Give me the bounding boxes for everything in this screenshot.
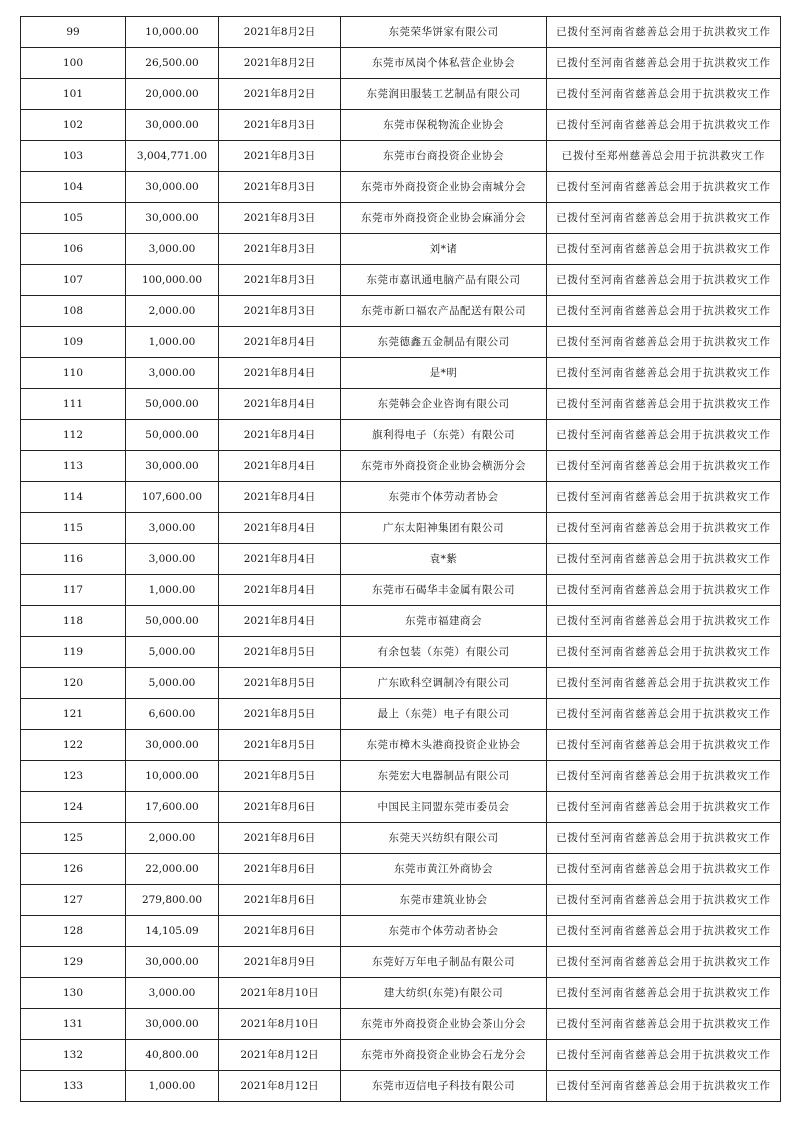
donation-amount-cell: 3,004,771.00 — [126, 141, 219, 172]
donation-date-cell: 2021年8月4日 — [219, 358, 341, 389]
donation-amount-cell: 5,000.00 — [126, 637, 219, 668]
fund-usage-cell: 已拨付至河南省慈善总会用于抗洪救灾工作 — [547, 482, 781, 513]
fund-usage-cell: 已拨付至河南省慈善总会用于抗洪救灾工作 — [547, 637, 781, 668]
fund-usage-cell: 已拨付至河南省慈善总会用于抗洪救灾工作 — [547, 823, 781, 854]
donation-date-cell: 2021年8月2日 — [219, 48, 341, 79]
table-row — [21, 1040, 781, 1071]
record-number-cell: 101 — [21, 79, 126, 110]
donation-amount-cell: 50,000.00 — [126, 606, 219, 637]
donation-date-cell: 2021年8月10日 — [219, 978, 341, 1009]
table-row — [21, 854, 781, 885]
donation-amount-cell: 6,600.00 — [126, 699, 219, 730]
donation-date-cell: 2021年8月4日 — [219, 482, 341, 513]
record-number-cell: 105 — [21, 203, 126, 234]
donor-name-cell: 东莞市樟木头港商投资企业协会 — [341, 730, 547, 761]
record-number-cell: 119 — [21, 637, 126, 668]
donor-name-cell: 东莞市个体劳动者协会 — [341, 482, 547, 513]
record-number-cell: 112 — [21, 420, 126, 451]
donor-name-cell: 最上（东莞）电子有限公司 — [341, 699, 547, 730]
table-row — [21, 203, 781, 234]
fund-usage-cell: 已拨付至河南省慈善总会用于抗洪救灾工作 — [547, 203, 781, 234]
record-number-cell: 109 — [21, 327, 126, 358]
donor-name-cell: 广东太阳神集团有限公司 — [341, 513, 547, 544]
donation-date-cell: 2021年8月6日 — [219, 885, 341, 916]
fund-usage-cell: 已拨付至河南省慈善总会用于抗洪救灾工作 — [547, 947, 781, 978]
donation-amount-cell: 30,000.00 — [126, 947, 219, 978]
fund-usage-cell: 已拨付至河南省慈善总会用于抗洪救灾工作 — [547, 544, 781, 575]
donation-date-cell: 2021年8月5日 — [219, 637, 341, 668]
record-number-cell: 124 — [21, 792, 126, 823]
donation-amount-cell: 30,000.00 — [126, 730, 219, 761]
fund-usage-cell: 已拨付至河南省慈善总会用于抗洪救灾工作 — [547, 792, 781, 823]
donation-date-cell: 2021年8月3日 — [219, 265, 341, 296]
donor-name-cell: 袁*紫 — [341, 544, 547, 575]
fund-usage-cell: 已拨付至河南省慈善总会用于抗洪救灾工作 — [547, 699, 781, 730]
table-row — [21, 606, 781, 637]
donor-name-cell: 旗利得电子（东莞）有限公司 — [341, 420, 547, 451]
table-row — [21, 48, 781, 79]
table-row — [21, 358, 781, 389]
record-number-cell: 106 — [21, 234, 126, 265]
donation-amount-cell: 3,000.00 — [126, 513, 219, 544]
donor-name-cell: 东莞市新口福农产品配送有限公司 — [341, 296, 547, 327]
fund-usage-cell: 已拨付至河南省慈善总会用于抗洪救灾工作 — [547, 358, 781, 389]
fund-usage-cell: 已拨付至河南省慈善总会用于抗洪救灾工作 — [547, 730, 781, 761]
record-number-cell: 120 — [21, 668, 126, 699]
fund-usage-cell: 已拨付至河南省慈善总会用于抗洪救灾工作 — [547, 79, 781, 110]
table-row — [21, 17, 781, 48]
donation-date-cell: 2021年8月6日 — [219, 792, 341, 823]
table-row — [21, 761, 781, 792]
donation-date-cell: 2021年8月5日 — [219, 730, 341, 761]
donation-date-cell: 2021年8月5日 — [219, 668, 341, 699]
donor-name-cell: 东莞市外商投资企业协会南城分会 — [341, 172, 547, 203]
table-row — [21, 978, 781, 1009]
fund-usage-cell: 已拨付至河南省慈善总会用于抗洪救灾工作 — [547, 1009, 781, 1040]
donation-date-cell: 2021年8月4日 — [219, 389, 341, 420]
table-row — [21, 792, 781, 823]
record-number-cell: 127 — [21, 885, 126, 916]
fund-usage-cell: 已拨付至河南省慈善总会用于抗洪救灾工作 — [547, 885, 781, 916]
donation-date-cell: 2021年8月12日 — [219, 1040, 341, 1071]
donation-amount-cell: 2,000.00 — [126, 823, 219, 854]
record-number-cell: 102 — [21, 110, 126, 141]
record-number-cell: 116 — [21, 544, 126, 575]
donor-name-cell: 东莞市外商投资企业协会横沥分会 — [341, 451, 547, 482]
record-number-cell: 111 — [21, 389, 126, 420]
donor-name-cell: 东莞市保税物流企业协会 — [341, 110, 547, 141]
donation-date-cell: 2021年8月3日 — [219, 172, 341, 203]
table-row — [21, 234, 781, 265]
donor-name-cell: 东莞市石碣华丰金属有限公司 — [341, 575, 547, 606]
donation-table — [20, 16, 781, 1102]
donation-amount-cell: 30,000.00 — [126, 1009, 219, 1040]
donor-name-cell: 东莞市嘉讯通电脑产品有限公司 — [341, 265, 547, 296]
fund-usage-cell: 已拨付至河南省慈善总会用于抗洪救灾工作 — [547, 389, 781, 420]
record-number-cell: 104 — [21, 172, 126, 203]
donation-amount-cell: 10,000.00 — [126, 761, 219, 792]
donation-amount-cell: 3,000.00 — [126, 544, 219, 575]
record-number-cell: 107 — [21, 265, 126, 296]
fund-usage-cell: 已拨付至河南省慈善总会用于抗洪救灾工作 — [547, 978, 781, 1009]
donor-name-cell: 建大纺织(东莞)有限公司 — [341, 978, 547, 1009]
fund-usage-cell: 已拨付至河南省慈善总会用于抗洪救灾工作 — [547, 761, 781, 792]
record-number-cell: 99 — [21, 17, 126, 48]
donation-amount-cell: 5,000.00 — [126, 668, 219, 699]
donor-name-cell: 东莞润田服装工艺制品有限公司 — [341, 79, 547, 110]
donation-amount-cell: 30,000.00 — [126, 203, 219, 234]
donation-amount-cell: 1,000.00 — [126, 327, 219, 358]
table-row — [21, 916, 781, 947]
record-number-cell: 128 — [21, 916, 126, 947]
donation-amount-cell: 20,000.00 — [126, 79, 219, 110]
donation-amount-cell: 40,800.00 — [126, 1040, 219, 1071]
donation-date-cell: 2021年8月5日 — [219, 761, 341, 792]
record-number-cell: 132 — [21, 1040, 126, 1071]
table-row — [21, 1009, 781, 1040]
table-row — [21, 482, 781, 513]
record-number-cell: 103 — [21, 141, 126, 172]
donation-date-cell: 2021年8月3日 — [219, 234, 341, 265]
donation-amount-cell: 30,000.00 — [126, 451, 219, 482]
record-number-cell: 110 — [21, 358, 126, 389]
donation-amount-cell: 10,000.00 — [126, 17, 219, 48]
table-row — [21, 513, 781, 544]
record-number-cell: 117 — [21, 575, 126, 606]
donation-amount-cell: 100,000.00 — [126, 265, 219, 296]
donor-name-cell: 东莞好万年电子制品有限公司 — [341, 947, 547, 978]
donation-amount-cell: 3,000.00 — [126, 978, 219, 1009]
record-number-cell: 121 — [21, 699, 126, 730]
table-row — [21, 265, 781, 296]
donation-amount-cell: 279,800.00 — [126, 885, 219, 916]
fund-usage-cell: 已拨付至河南省慈善总会用于抗洪救灾工作 — [547, 296, 781, 327]
record-number-cell: 108 — [21, 296, 126, 327]
donation-amount-cell: 30,000.00 — [126, 110, 219, 141]
donation-date-cell: 2021年8月4日 — [219, 606, 341, 637]
record-number-cell: 123 — [21, 761, 126, 792]
record-number-cell: 130 — [21, 978, 126, 1009]
donation-amount-cell: 3,000.00 — [126, 234, 219, 265]
donation-date-cell: 2021年8月4日 — [219, 575, 341, 606]
donation-date-cell: 2021年8月4日 — [219, 451, 341, 482]
table-row — [21, 296, 781, 327]
donor-name-cell: 东莞市外商投资企业协会茶山分会 — [341, 1009, 547, 1040]
donation-amount-cell: 3,000.00 — [126, 358, 219, 389]
fund-usage-cell: 已拨付至河南省慈善总会用于抗洪救灾工作 — [547, 265, 781, 296]
donation-date-cell: 2021年8月2日 — [219, 79, 341, 110]
donation-date-cell: 2021年8月6日 — [219, 854, 341, 885]
record-number-cell: 118 — [21, 606, 126, 637]
donation-amount-cell: 17,600.00 — [126, 792, 219, 823]
donation-date-cell: 2021年8月4日 — [219, 513, 341, 544]
table-row — [21, 544, 781, 575]
table-row — [21, 110, 781, 141]
donor-name-cell: 广东欧科空调制冷有限公司 — [341, 668, 547, 699]
donation-date-cell: 2021年8月6日 — [219, 916, 341, 947]
donation-date-cell: 2021年8月4日 — [219, 327, 341, 358]
fund-usage-cell: 已拨付至河南省慈善总会用于抗洪救灾工作 — [547, 48, 781, 79]
donation-amount-cell: 30,000.00 — [126, 172, 219, 203]
record-number-cell: 131 — [21, 1009, 126, 1040]
record-number-cell: 133 — [21, 1071, 126, 1102]
donor-name-cell: 东莞市外商投资企业协会麻涌分会 — [341, 203, 547, 234]
donation-amount-cell: 1,000.00 — [126, 575, 219, 606]
table-row — [21, 79, 781, 110]
fund-usage-cell: 已拨付至河南省慈善总会用于抗洪救灾工作 — [547, 1071, 781, 1102]
donation-date-cell: 2021年8月12日 — [219, 1071, 341, 1102]
donation-amount-cell: 1,000.00 — [126, 1071, 219, 1102]
table-row — [21, 575, 781, 606]
donor-name-cell: 东莞市凤岗个体私营企业协会 — [341, 48, 547, 79]
table-row — [21, 141, 781, 172]
table-row — [21, 1071, 781, 1102]
donation-date-cell: 2021年8月3日 — [219, 296, 341, 327]
donor-name-cell: 东莞市福建商会 — [341, 606, 547, 637]
donation-date-cell: 2021年8月4日 — [219, 420, 341, 451]
donor-name-cell: 东莞荣华饼家有限公司 — [341, 17, 547, 48]
donor-name-cell: 东莞市台商投资企业协会 — [341, 141, 547, 172]
donation-table-body — [21, 17, 781, 1102]
record-number-cell: 114 — [21, 482, 126, 513]
donor-name-cell: 东莞市建筑业协会 — [341, 885, 547, 916]
donor-name-cell: 东莞宏大电器制品有限公司 — [341, 761, 547, 792]
fund-usage-cell: 已拨付至河南省慈善总会用于抗洪救灾工作 — [547, 513, 781, 544]
donation-date-cell: 2021年8月3日 — [219, 141, 341, 172]
donor-name-cell: 东莞德鑫五金制品有限公司 — [341, 327, 547, 358]
fund-usage-cell: 已拨付至河南省慈善总会用于抗洪救灾工作 — [547, 420, 781, 451]
donor-name-cell: 东莞市迈信电子科技有限公司 — [341, 1071, 547, 1102]
table-row — [21, 885, 781, 916]
donation-date-cell: 2021年8月5日 — [219, 699, 341, 730]
record-number-cell: 125 — [21, 823, 126, 854]
donor-name-cell: 东莞天兴纺织有限公司 — [341, 823, 547, 854]
record-number-cell: 129 — [21, 947, 126, 978]
fund-usage-cell: 已拨付至河南省慈善总会用于抗洪救灾工作 — [547, 668, 781, 699]
donation-amount-cell: 107,600.00 — [126, 482, 219, 513]
table-row — [21, 668, 781, 699]
table-row — [21, 420, 781, 451]
fund-usage-cell: 已拨付至河南省慈善总会用于抗洪救灾工作 — [547, 916, 781, 947]
table-row — [21, 823, 781, 854]
donor-name-cell: 刘*诸 — [341, 234, 547, 265]
record-number-cell: 115 — [21, 513, 126, 544]
fund-usage-cell: 已拨付至河南省慈善总会用于抗洪救灾工作 — [547, 606, 781, 637]
donor-name-cell: 东莞市个体劳动者协会 — [341, 916, 547, 947]
donor-name-cell: 有余包装（东莞）有限公司 — [341, 637, 547, 668]
record-number-cell: 113 — [21, 451, 126, 482]
fund-usage-cell: 已拨付至河南省慈善总会用于抗洪救灾工作 — [547, 17, 781, 48]
donation-date-cell: 2021年8月2日 — [219, 17, 341, 48]
table-row — [21, 327, 781, 358]
fund-usage-cell: 已拨付至河南省慈善总会用于抗洪救灾工作 — [547, 1040, 781, 1071]
donation-amount-cell: 22,000.00 — [126, 854, 219, 885]
record-number-cell: 100 — [21, 48, 126, 79]
donation-amount-cell: 50,000.00 — [126, 420, 219, 451]
donation-amount-cell: 50,000.00 — [126, 389, 219, 420]
fund-usage-cell: 已拨付至河南省慈善总会用于抗洪救灾工作 — [547, 854, 781, 885]
table-row — [21, 947, 781, 978]
donation-date-cell: 2021年8月10日 — [219, 1009, 341, 1040]
fund-usage-cell: 已拨付至河南省慈善总会用于抗洪救灾工作 — [547, 451, 781, 482]
table-row — [21, 699, 781, 730]
fund-usage-cell: 已拨付至河南省慈善总会用于抗洪救灾工作 — [547, 234, 781, 265]
table-row — [21, 389, 781, 420]
table-row — [21, 451, 781, 482]
donor-name-cell: 东莞市外商投资企业协会石龙分会 — [341, 1040, 547, 1071]
table-row — [21, 730, 781, 761]
fund-usage-cell: 已拨付至郑州慈善总会用于抗洪救灾工作 — [547, 141, 781, 172]
donation-date-cell: 2021年8月4日 — [219, 544, 341, 575]
fund-usage-cell: 已拨付至河南省慈善总会用于抗洪救灾工作 — [547, 172, 781, 203]
donation-date-cell: 2021年8月3日 — [219, 110, 341, 141]
fund-usage-cell: 已拨付至河南省慈善总会用于抗洪救灾工作 — [547, 327, 781, 358]
fund-usage-cell: 已拨付至河南省慈善总会用于抗洪救灾工作 — [547, 575, 781, 606]
table-row — [21, 637, 781, 668]
donation-amount-cell: 14,105.09 — [126, 916, 219, 947]
donor-name-cell: 东莞市黄江外商协会 — [341, 854, 547, 885]
fund-usage-cell: 已拨付至河南省慈善总会用于抗洪救灾工作 — [547, 110, 781, 141]
donor-name-cell: 是*明 — [341, 358, 547, 389]
record-number-cell: 122 — [21, 730, 126, 761]
donor-name-cell: 东莞韩会企业咨询有限公司 — [341, 389, 547, 420]
donation-date-cell: 2021年8月9日 — [219, 947, 341, 978]
record-number-cell: 126 — [21, 854, 126, 885]
donor-name-cell: 中国民主同盟东莞市委员会 — [341, 792, 547, 823]
donation-date-cell: 2021年8月3日 — [219, 203, 341, 234]
donation-amount-cell: 26,500.00 — [126, 48, 219, 79]
donation-amount-cell: 2,000.00 — [126, 296, 219, 327]
table-row — [21, 172, 781, 203]
donation-date-cell: 2021年8月6日 — [219, 823, 341, 854]
